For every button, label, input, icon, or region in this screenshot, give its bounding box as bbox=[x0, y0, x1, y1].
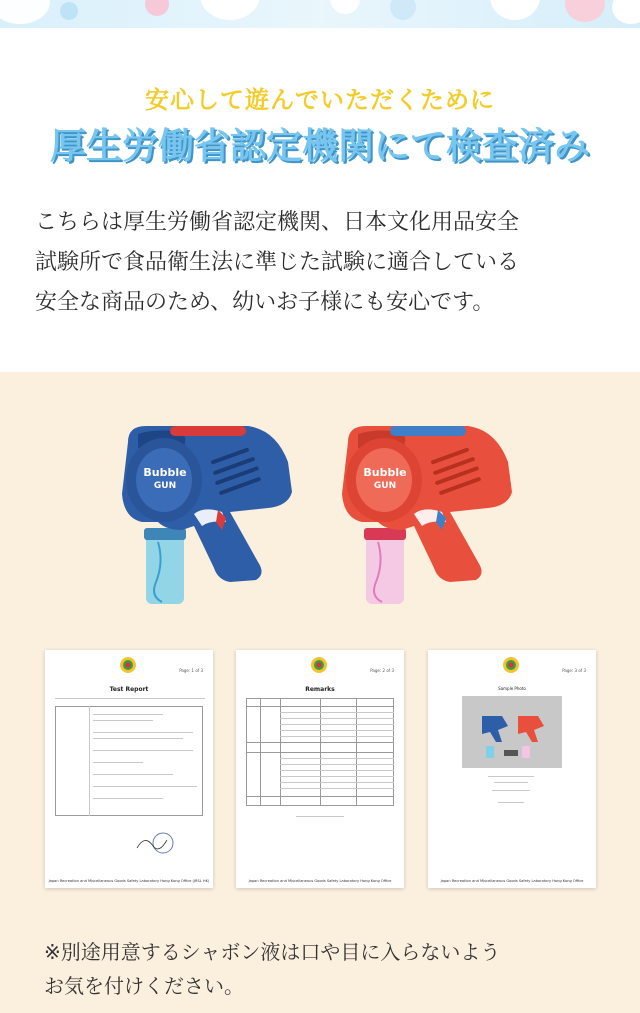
text-line bbox=[492, 790, 530, 791]
description-line: 安全な商品のため、幼いお子様にも安心です。 bbox=[35, 290, 495, 315]
text-line bbox=[93, 798, 163, 799]
bubble-decoration bbox=[145, 0, 169, 16]
test-report-page-1 bbox=[45, 650, 213, 888]
page-number: Page: 3 of 3 bbox=[562, 668, 586, 673]
red-gun-label: GUN bbox=[373, 481, 397, 491]
text-line bbox=[488, 776, 534, 777]
caution-note bbox=[44, 935, 614, 1003]
text-line bbox=[93, 732, 193, 733]
table-divider bbox=[280, 770, 394, 771]
text-line bbox=[93, 786, 197, 787]
text-line bbox=[55, 698, 205, 699]
bubble-decoration bbox=[390, 0, 416, 20]
report-table bbox=[55, 706, 203, 816]
text-line bbox=[93, 774, 173, 775]
test-report-page-3 bbox=[428, 650, 596, 888]
bubble-decoration bbox=[565, 0, 605, 22]
table-divider bbox=[280, 788, 394, 789]
table-divider bbox=[280, 776, 394, 777]
signature-stamp bbox=[135, 830, 175, 856]
doc-title: Test Report bbox=[109, 686, 149, 693]
table-divider bbox=[246, 796, 394, 797]
text-line bbox=[93, 714, 163, 715]
doc-title: Remarks bbox=[305, 686, 335, 693]
red-gun-label: Bubble bbox=[363, 466, 407, 479]
table-divider bbox=[280, 764, 394, 765]
top-decorative-band bbox=[0, 0, 640, 28]
table-divider bbox=[246, 752, 394, 753]
sample-photo bbox=[462, 696, 562, 768]
sub-heading: 安心して遊んでいただくために bbox=[145, 86, 495, 114]
text-line bbox=[498, 802, 524, 803]
bubble-decoration bbox=[490, 0, 540, 20]
table-divider bbox=[246, 742, 394, 743]
description bbox=[35, 203, 615, 323]
blue-gun-label: Bubble bbox=[143, 466, 187, 479]
table-divider bbox=[280, 730, 394, 731]
page-number: Page: 2 of 3 bbox=[370, 668, 394, 673]
doc-footer: Japan Recreation and Miscellaneous Goods Safety Laboratory Hong Kong Office (JRSL HK) bbox=[48, 879, 210, 883]
bubble-decoration bbox=[60, 2, 78, 20]
lab-logo-icon bbox=[119, 656, 137, 674]
description-line: こちらは厚生労働省認定機関、日本文化用品安全 bbox=[35, 210, 520, 235]
text-line bbox=[93, 738, 183, 739]
bubble-decoration bbox=[330, 0, 360, 14]
blue-gun-label: GUN bbox=[153, 481, 177, 491]
table-divider bbox=[246, 706, 394, 707]
table-divider bbox=[280, 758, 394, 759]
text-line bbox=[93, 720, 153, 721]
doc-title: Sample Photo bbox=[498, 686, 526, 691]
red-bubble-gun-image bbox=[338, 422, 523, 612]
text-line bbox=[296, 816, 344, 817]
bubble-decoration bbox=[0, 0, 50, 24]
doc-footer: Japan Recreation and Miscellaneous Goods Safety Laboratory Hong Kong Office bbox=[248, 879, 392, 883]
page-number: Page: 1 of 3 bbox=[179, 668, 203, 673]
description-line: 試験所で食品衛生法に準じた試験に適合している bbox=[35, 250, 520, 275]
note-line: ※別途用意するシャボン液は口や目に入らないよう bbox=[44, 940, 501, 964]
text-line bbox=[89, 706, 90, 816]
table-divider bbox=[280, 712, 394, 713]
blue-bubble-gun-image bbox=[118, 422, 303, 612]
text-line bbox=[494, 782, 528, 783]
main-heading: 厚生労働省認定機関にて検査済み bbox=[49, 126, 590, 167]
lab-logo-icon bbox=[310, 656, 328, 674]
doc-footer: Japan Recreation and Miscellaneous Goods Safety Laboratory Hong Kong Office bbox=[440, 879, 584, 883]
table-divider bbox=[280, 736, 394, 737]
text-line bbox=[93, 762, 143, 763]
table-divider bbox=[280, 782, 394, 783]
lab-logo-icon bbox=[502, 656, 520, 674]
table-divider bbox=[280, 724, 394, 725]
bubble-decoration bbox=[200, 0, 260, 20]
bubble-decoration bbox=[612, 0, 640, 24]
note-line: お気を付けください。 bbox=[44, 974, 244, 998]
table-divider bbox=[280, 718, 394, 719]
test-report-page-2 bbox=[236, 650, 404, 888]
text-line bbox=[93, 750, 193, 751]
